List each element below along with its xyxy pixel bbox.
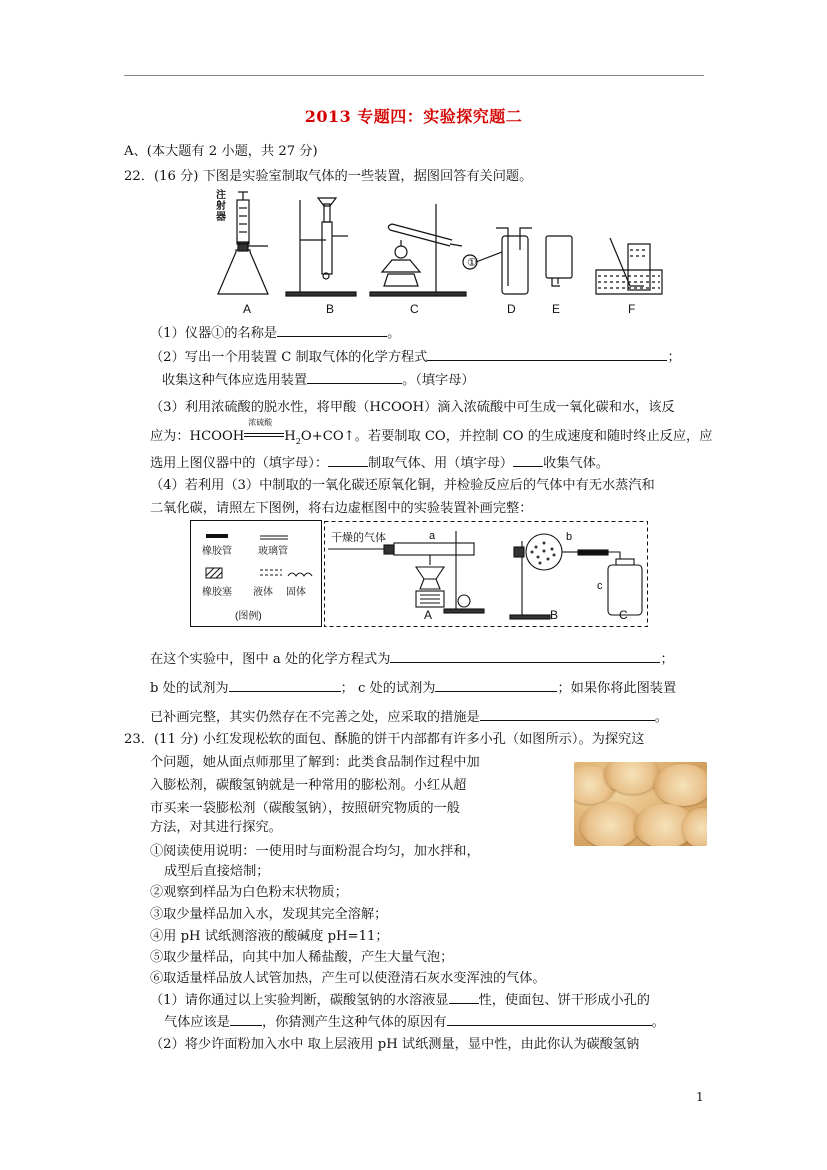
answer-blank[interactable]	[229, 679, 341, 692]
reaction-condition: 浓硫酸	[248, 418, 273, 427]
cracker-photo	[574, 762, 707, 846]
legend-solid: 固体	[286, 587, 306, 598]
q23-step3: ③取少量样品加入水，发现其完全溶解；	[150, 907, 388, 922]
reaction-lhs: 应为：HCOOH	[150, 429, 245, 444]
q22-part2b-end: 。（填字母）	[402, 373, 475, 388]
q22-part2b	[162, 369, 475, 388]
point-a-label: a	[429, 530, 436, 542]
q22-reagents	[150, 677, 676, 696]
apparatus-label-d: D	[507, 302, 516, 316]
q23-line3: 入膨松剂，碳酸氢钠就是一种常用的膨松剂。小红从超	[150, 778, 467, 793]
q23-step1b: 成型后直接焙制；	[164, 864, 270, 879]
q22-stem: 22．(16 分) 下图是实验室制取气体的一些装置，据图回答有关问题。	[124, 169, 533, 184]
frame-label-a: A	[424, 608, 433, 622]
answer-blank[interactable]	[277, 324, 387, 337]
answer-blank[interactable]	[435, 679, 557, 692]
section-heading: A、(本大题有 2 小题，共 27 分)	[124, 144, 318, 159]
q23-step6: ⑥取适量样品放人试管加热，产生可以使澄清石灰水变浑浊的气体。	[150, 971, 546, 986]
q23-step1a: ①阅读使用说明：一使用时与面粉混合均匀，加水拌和，	[150, 844, 480, 859]
q22-part2	[150, 346, 681, 365]
q23-question1b	[164, 1011, 665, 1030]
instrument-one-marker: ①	[467, 257, 477, 269]
q22-equation-text: 在这个实验中，图中 a 处的化学方程式为	[150, 652, 391, 667]
legend-rubber-tube: 橡胶管	[202, 546, 232, 557]
q22-part3-line3-end: 收集气体。	[543, 456, 610, 471]
reaction-rhs: O+CO↑。若要制取 CO，并控制 CO 的生成速度和随时终止反应，应	[300, 429, 713, 444]
subscript-2: 2	[295, 436, 301, 446]
answer-blank[interactable]	[513, 454, 543, 467]
answer-blank[interactable]	[427, 348, 667, 361]
q22-improvement	[150, 706, 668, 725]
answer-blank[interactable]	[328, 454, 368, 467]
q23-question1-text: （1）请你通过以上实验判断，碳酸氢钠的水溶液显	[150, 993, 449, 1008]
q22-part3-line1: （3）利用浓硫酸的脱水性，将甲酸（HCOOH）滴入浓硫酸中可生成一氧化碳和水，该反	[150, 400, 675, 415]
answer-blank[interactable]	[449, 991, 479, 1004]
q22-part1	[150, 322, 400, 341]
apparatus-label-a: A	[243, 302, 252, 316]
q23-question1	[150, 989, 650, 1008]
q22-part4-line2: 二氧化碳，请照左下图例，将右边虚框图中的实验装置补画完整：	[150, 501, 533, 516]
q22-part1-text: （1）仪器①的名称是	[150, 326, 278, 341]
q22-reagent-end: ；如果你将此图装置	[557, 681, 677, 696]
legend-caption: (图例)	[235, 611, 262, 622]
q22-equation-end: ；	[660, 652, 674, 667]
dry-gas-label: 干燥的气体	[331, 532, 386, 544]
syringe-label: 注射器	[216, 190, 226, 223]
q22-part4-line1: （4）若利用（3）中制取的一氧化碳还原氧化铜，并检验反应后的气体中有无水蒸汽和	[150, 478, 655, 493]
q22-part3-line3	[150, 452, 609, 471]
q23-question1-mid: 性，使面包、饼干形成小孔的	[478, 993, 650, 1008]
q22-improvement-text: 已补画完整，其实仍然存在不完善之处，应采取的措施是	[150, 710, 480, 725]
q23-line2: 个问题，她从面点师那里了解到：此类食品制作过程中加	[150, 755, 480, 770]
answer-blank[interactable]	[390, 650, 660, 663]
q23-question2: （2）将少许面粉加入水中 取上层液用 pH 试纸测量，显中性，由此你认为碳酸氢钠	[150, 1037, 640, 1052]
q22-improvement-end: 。	[654, 710, 668, 725]
apparatus-figure	[214, 190, 664, 302]
answer-blank[interactable]	[447, 1013, 652, 1026]
page-number: 1	[696, 1090, 704, 1104]
q23-line4: 市买来一袋膨松剂（碳酸氢钠），按照研究物质的一般	[150, 801, 460, 816]
legend-rubber-stopper: 橡胶塞	[202, 587, 232, 598]
q22-reagent-c-text: ； c 处的试剂为	[340, 681, 436, 696]
q23-question1b-end: 。	[651, 1015, 665, 1030]
apparatus-label-f: F	[628, 302, 636, 316]
q23-step5: ⑤取少量样品，向其中加人稀盐酸，产生大量气泡；	[150, 950, 454, 965]
q22-part2-end: ；	[667, 350, 681, 365]
page-title: 2013 专题四：实验探究题二	[304, 107, 523, 126]
frame-label-c: C	[619, 608, 628, 622]
header-rule	[124, 75, 704, 76]
frame-label-b: B	[550, 608, 559, 622]
reaction-arrow	[244, 418, 284, 440]
apparatus-label-e: E	[552, 302, 561, 316]
q23-step2: ②观察到样品为白色粉末状物质；	[150, 885, 348, 900]
answer-blank[interactable]	[480, 708, 655, 721]
q23-line1: 23．(11 分) 小红发现松软的面包、酥脆的饼干内部都有许多小孔（如图所示）。为探究这	[124, 732, 645, 747]
q22-part3-line2	[150, 418, 713, 446]
apparatus-label-b: B	[326, 302, 335, 316]
legend-glass-tube: 玻璃管	[258, 546, 288, 557]
answer-blank[interactable]	[307, 371, 402, 384]
legend-liquid: 液体	[253, 587, 273, 598]
q22-part2-text: （2）写出一个用装置 C 制取气体的化学方程式	[150, 350, 428, 365]
q22-reagent-b-text: b 处的试剂为	[150, 681, 229, 696]
q22-part2b-text: 收集这种气体应选用装置	[162, 373, 308, 388]
point-c-label: c	[597, 580, 603, 592]
q22-equation-a	[150, 648, 674, 667]
q23-step4: ④用 pH 试纸测溶液的酸碱度 pH=11；	[150, 929, 389, 944]
reaction-rhs-h: H	[284, 429, 296, 444]
q23-line5: 方法，对其进行探究。	[150, 820, 282, 835]
answer-blank[interactable]	[230, 1013, 262, 1026]
q22-part3-line3-mid: 制取气体、用（填字母）	[368, 456, 514, 471]
apparatus-label-c: C	[410, 302, 419, 316]
point-b-label: b	[566, 531, 573, 543]
q22-part1-end: 。	[387, 326, 401, 341]
q23-question1b-mid: ，你猜测产生这种气体的原因有	[261, 1015, 447, 1030]
q22-part3-line3-text: 选用上图仪器中的（填字母）：	[150, 456, 329, 471]
q23-question1b-text: 气体应该是	[164, 1015, 230, 1030]
